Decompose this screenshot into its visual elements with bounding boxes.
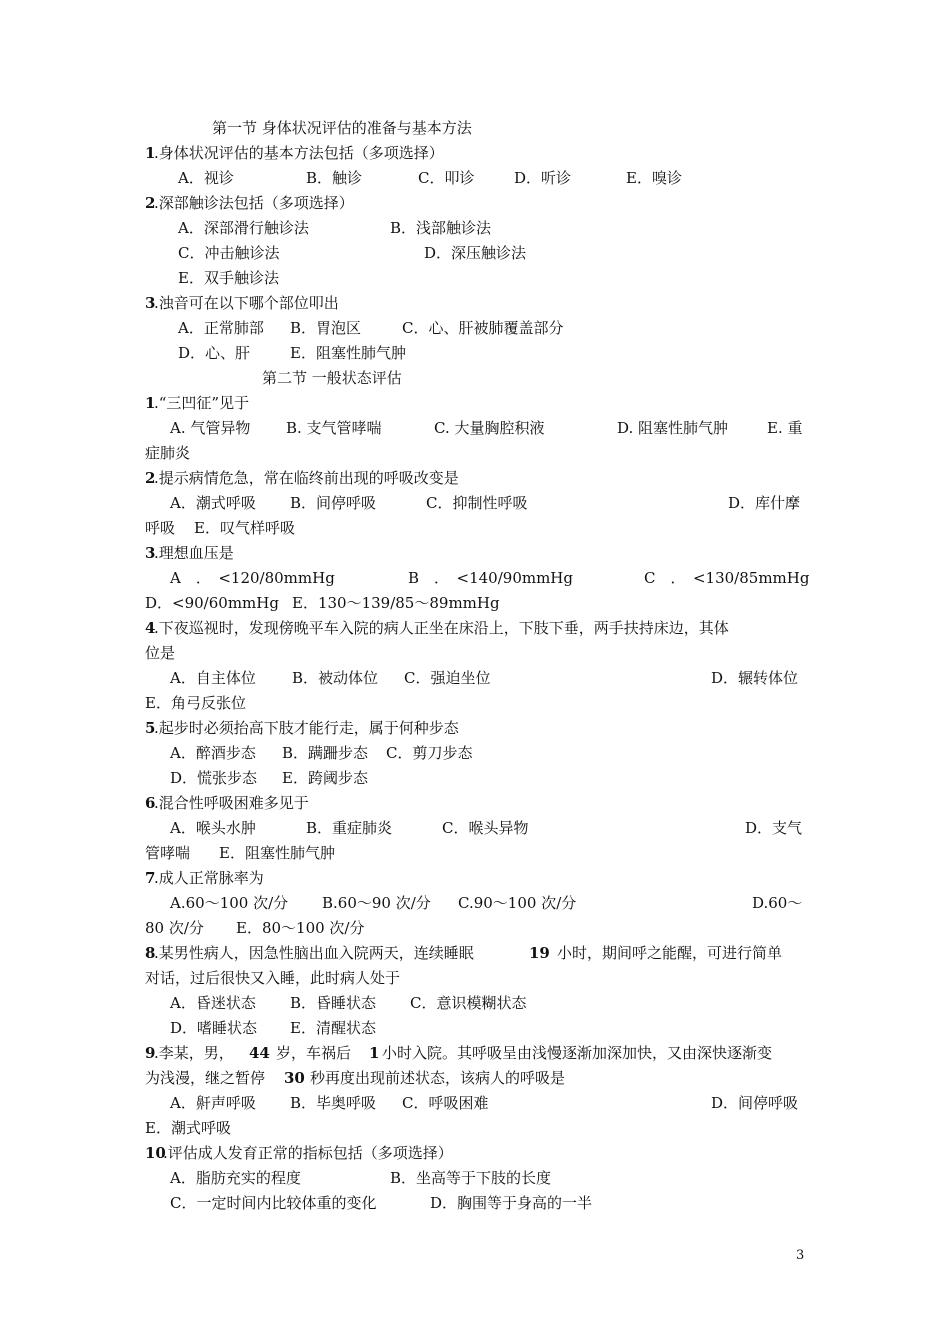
option-row: [0, 691, 950, 716]
option-row: [0, 766, 950, 791]
option-b: B.60～90 次/分: [322, 894, 431, 912]
option-d: D．听诊: [514, 169, 572, 187]
option-c: C．喉头异物: [442, 819, 529, 837]
option-c: C．抑制性呼吸: [426, 494, 528, 512]
option-a: A．醉酒步态: [170, 744, 256, 762]
option-d: D．嗜睡状态: [170, 1019, 258, 1037]
question-number: 3: [145, 544, 156, 562]
option-e: E．80～100 次/分: [236, 919, 365, 937]
option-e: E．叹气样呼吸: [194, 519, 295, 537]
option-e-continued: 症肺炎: [145, 444, 191, 462]
option-c: C．叩诊: [418, 169, 475, 187]
option-e: E．潮式呼吸: [145, 1119, 231, 1137]
section-2-title: 第二节 一般状态评估: [262, 369, 402, 387]
option-row: [0, 166, 950, 191]
option-e: E．阻塞性肺气肿: [219, 844, 335, 862]
question-row: [0, 866, 950, 891]
option-row: [0, 591, 950, 616]
question-number: 4: [145, 619, 156, 637]
option-c: C．心、肝被肺覆盖部分: [402, 319, 564, 337]
option-b: B．毕奥呼吸: [290, 1094, 377, 1112]
question-stem-number: 19: [529, 944, 550, 962]
question-stem-continued-row: [0, 966, 950, 991]
option-b: B ． <140/90mmHg: [408, 569, 573, 587]
question-number: 7: [145, 869, 156, 887]
option-a: A．自主体位: [170, 669, 256, 687]
option-e: E．清醒状态: [290, 1019, 376, 1037]
question-number: 3: [145, 294, 156, 312]
question-stem: .混合性呼吸困难多见于: [154, 794, 309, 812]
option-b: B．坐高等于下肢的长度: [390, 1169, 552, 1187]
option-e: E. 重: [767, 419, 803, 437]
question-row: [0, 391, 950, 416]
section-1-title-line: [0, 116, 950, 141]
question-stem: 岁，车祸后: [276, 1044, 352, 1062]
option-b: B．被动体位: [292, 669, 379, 687]
option-a: A．喉头水肿: [170, 819, 256, 837]
option-a: A．昏迷状态: [170, 994, 256, 1012]
question-stem-number: 30: [284, 1069, 305, 1087]
question-stem: .某男性病人，因急性脑出血入院两天，连续睡眠: [154, 944, 474, 962]
section-2-title-line: [0, 366, 950, 391]
option-b: B. 支气管哮喘: [286, 419, 382, 437]
option-d: D．慌张步态: [170, 769, 258, 787]
question-row: [0, 291, 950, 316]
question-row: [0, 941, 950, 966]
option-d: D．间停呼吸: [711, 1094, 799, 1112]
option-row: [0, 891, 950, 916]
question-stem: .身体状况评估的基本方法包括（多项选择）: [154, 144, 444, 162]
option-row: [0, 1016, 950, 1041]
option-row: [0, 991, 950, 1016]
question-row: [0, 191, 950, 216]
option-row: [0, 1166, 950, 1191]
option-c: C．剪刀步态: [386, 744, 473, 762]
option-row: [0, 1191, 950, 1216]
option-d: D．<90/60mmHg: [145, 594, 279, 612]
option-a: A．视诊: [178, 169, 234, 187]
question-number: 10: [145, 1144, 166, 1162]
option-d: D．库什摩: [728, 494, 801, 512]
option-d-continued: 80 次/分: [145, 919, 204, 937]
option-a: A.60～100 次/分: [170, 894, 289, 912]
question-row: [0, 791, 950, 816]
option-a: A．深部滑行触诊法: [178, 219, 309, 237]
option-d: D．胸围等于身高的一半: [430, 1194, 593, 1212]
option-row: [0, 516, 950, 541]
option-row: [0, 741, 950, 766]
option-c: C．意识模糊状态: [410, 994, 527, 1012]
question-stem-continued: 为浅漫，继之暂停: [145, 1069, 266, 1087]
question-row: [0, 541, 950, 566]
option-d: D．深压触诊法: [424, 244, 527, 262]
question-number: 6: [145, 794, 156, 812]
question-row: [0, 716, 950, 741]
question-number: 2: [145, 469, 156, 487]
option-d-continued: 管哮喘: [145, 844, 191, 862]
question-number: 1: [145, 144, 156, 162]
question-stem: .提示病情危急，常在临终前出现的呼吸改变是: [154, 469, 459, 487]
question-stem: 小时入院。其呼吸呈由浅慢逐渐加深加快，又由深快逐渐变: [382, 1044, 773, 1062]
question-stem: .起步时必须抬高下肢才能行走，属于何种步态: [154, 719, 459, 737]
option-b: B．浅部触诊法: [390, 219, 492, 237]
option-c: C. 大量胸腔积液: [434, 419, 545, 437]
option-b: B．蹒跚步态: [282, 744, 369, 762]
option-row: [0, 216, 950, 241]
option-row: [0, 441, 950, 466]
question-stem-continued: 位是: [145, 644, 176, 662]
option-e: E．嗅诊: [626, 169, 682, 187]
question-stem-continued: 对话，过后很快又入睡，此时病人处于: [145, 969, 401, 987]
option-a: A ． <120/80mmHg: [170, 569, 335, 587]
option-row: [0, 816, 950, 841]
option-row: [0, 916, 950, 941]
option-row: [0, 491, 950, 516]
question-stem: .“三凹征”见于: [154, 394, 250, 412]
option-e: E．阻塞性肺气肿: [290, 344, 406, 362]
option-d-continued: 呼吸: [145, 519, 176, 537]
option-c: C ． <130/85mmHg: [644, 569, 810, 587]
question-stem-continued-row: [0, 641, 950, 666]
option-d: D．辗转体位: [711, 669, 799, 687]
question-stem: .理想血压是: [154, 544, 234, 562]
option-row: [0, 341, 950, 366]
option-d: D. 阻塞性肺气肿: [617, 419, 729, 437]
option-row: [0, 1091, 950, 1116]
question-stem: .下夜巡视时，发现傍晚平车入院的病人正坐在床沿上，下肢下垂，两手扶持床边，其体: [154, 619, 729, 637]
option-row: [0, 416, 950, 441]
question-row: [0, 1141, 950, 1166]
question-row: [0, 141, 950, 166]
question-number: 2: [145, 194, 156, 212]
option-a: A．潮式呼吸: [170, 494, 256, 512]
option-a: A. 气管异物: [170, 419, 251, 437]
question-stem: .浊音可在以下哪个部位叩出: [154, 294, 339, 312]
option-row: [0, 266, 950, 291]
option-e: E．130～139/85～89mmHg: [292, 594, 500, 612]
question-stem-continued: 秒再度出现前述状态，该病人的呼吸是: [310, 1069, 566, 1087]
option-c: C．强迫坐位: [404, 669, 491, 687]
option-d: D．心、肝: [178, 344, 251, 362]
option-c: C.90～100 次/分: [458, 894, 577, 912]
question-number: 5: [145, 719, 156, 737]
question-stem-number: 44: [249, 1044, 270, 1062]
section-1-title: 第一节 身体状况评估的准备与基本方法: [212, 119, 472, 137]
option-d: D.60～: [752, 894, 803, 912]
option-row: [0, 241, 950, 266]
option-c: C．一定时间内比较体重的变化: [170, 1194, 377, 1212]
option-c: C．呼吸困难: [402, 1094, 489, 1112]
question-stem: .成人正常脉率为: [154, 869, 264, 887]
option-a: A．鼾声呼吸: [170, 1094, 256, 1112]
page-number: 3: [796, 1248, 805, 1263]
question-row: [0, 466, 950, 491]
option-a: A．正常肺部: [178, 319, 264, 337]
option-a: A．脂肪充实的程度: [170, 1169, 301, 1187]
option-row: [0, 666, 950, 691]
option-d: D．支气: [745, 819, 803, 837]
option-b: B．胃泡区: [290, 319, 362, 337]
question-number: 8: [145, 944, 156, 962]
question-stem: .评估成人发育正常的指标包括（多项选择）: [163, 1144, 453, 1162]
question-stem: 小时，期间呼之能醒，可进行简单: [557, 944, 783, 962]
question-stem: .李某，男，: [154, 1044, 234, 1062]
option-b: B．间停呼吸: [290, 494, 377, 512]
option-row: [0, 1116, 950, 1141]
option-e: E．角弓反张位: [145, 694, 246, 712]
option-row: [0, 316, 950, 341]
option-e: E．跨阈步态: [282, 769, 368, 787]
option-row: [0, 566, 950, 591]
option-c: C．冲击触诊法: [178, 244, 280, 262]
option-b: B．重症肺炎: [306, 819, 393, 837]
question-stem-continued-row: [0, 1066, 950, 1091]
question-stem-number: 1: [369, 1044, 380, 1062]
option-b: B．触诊: [306, 169, 363, 187]
question-row: [0, 1041, 950, 1066]
option-b: B．昏睡状态: [290, 994, 377, 1012]
option-row: [0, 841, 950, 866]
question-stem: .深部触诊法包括（多项选择）: [154, 194, 354, 212]
question-number: 9: [145, 1044, 156, 1062]
question-number: 1: [145, 394, 156, 412]
question-row: [0, 616, 950, 641]
option-e: E．双手触诊法: [178, 269, 279, 287]
